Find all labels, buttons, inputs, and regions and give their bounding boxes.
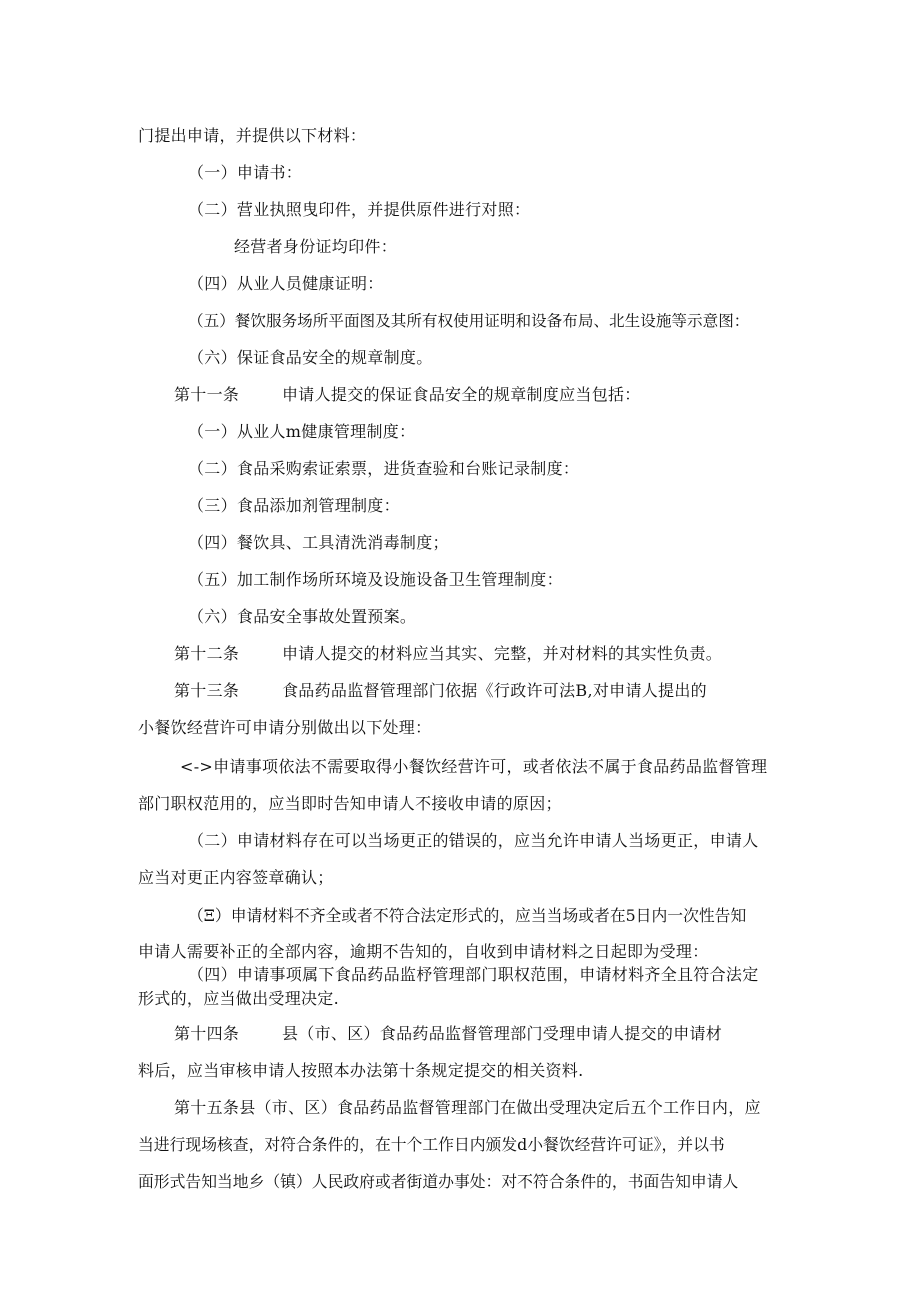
article-text: 食品药品监督管理部门依据《行政许可法B,对申请人提出的 <box>282 681 707 700</box>
text-line: 形式的，应当做出受理决定. <box>138 989 339 1008</box>
list-item: （四）从业人员健康证明： <box>188 274 384 293</box>
article-heading <box>174 385 641 405</box>
text-line: 门提出申请，并提供以下材料： <box>138 126 367 145</box>
list-item: （四）申请事项属下食品药品监杼管理部门职权范围，申请材料齐全且符合法定 <box>188 965 759 984</box>
article-heading <box>174 644 722 664</box>
text-line: 申请人需要补正的全部内容，逾期不告知的，自收到申请材料之日起即为受理： <box>138 942 709 961</box>
list-item: 经营者身份证均印件： <box>234 237 398 256</box>
list-item: （二）食品采购索证索票，进货查验和台账记录制度： <box>188 459 580 478</box>
article-number: 第十二条 <box>174 644 240 663</box>
text-line: 料后，应当审核申请人按照本办法第十条规定提交的相关资料. <box>138 1061 584 1080</box>
list-item: （Ξ）申请材料不齐全或者不符合法定形式的，应当当场或者在5日内一次性告知 <box>188 906 747 925</box>
article-heading <box>174 681 707 701</box>
text-line: 面形式告知当地乡（镇）人民政府或者街道办事处：对不符合条件的，书面告知申请人 <box>138 1172 739 1191</box>
article-text: 县（市、区）食品药品监督管理部门受理申请人提交的申请材 <box>282 1024 723 1043</box>
list-item: <->申请事项依法不需要取得小餐饮经营许可，或者依法不属于食品药品监督管理 <box>180 757 768 776</box>
article-text: 申请人提交的保证食品安全的规章制度应当包括： <box>282 385 641 404</box>
article-heading <box>174 1024 722 1044</box>
text-line: 部门职权范用的，应当即时告知申请人不接收申请的原因； <box>138 794 562 813</box>
list-item: （一）申请书： <box>188 163 303 182</box>
article-text: 申请人提交的材料应当其实、完整，并对材料的其实性负责。 <box>282 644 723 663</box>
list-item: （六）保证食品安全的规章制度。 <box>188 348 433 367</box>
list-item: （二）申请材料存在可以当场更正的错误的，应当允许申请人当场更正，申请人 <box>188 831 759 850</box>
list-item: （五）加工制作场所环境及设施设备卫生管理制度： <box>188 570 563 589</box>
text-line: 当进行现场核查，对符合条件的，在十个工作日内颁发d小餐饮经营许可证》，并以书 <box>138 1135 725 1154</box>
list-item: （六）食品安全事故处置预案。 <box>188 607 417 626</box>
list-item: （五）餐饮服务场所平面图及其所有权使用证明和设备布局、北生设施等示意图： <box>188 312 750 330</box>
text-line: 小餐饮经营许可申请分别做出以下处理： <box>138 718 432 737</box>
article-number: 第十四条 <box>174 1024 240 1043</box>
text-line: 第十五条县（市、区）食品药品监督管理部门在做出受理决定后五个工作日内，应 <box>174 1098 761 1117</box>
text-line: 应当对更正内容签章确认； <box>138 868 334 887</box>
list-item: （三）食品添加剂管理制度： <box>188 496 400 515</box>
article-number: 第十三条 <box>174 681 240 700</box>
list-item: （四）餐饮具、工具清洗消毒制度； <box>188 533 449 552</box>
list-item: （一）从业人m健康管理制度： <box>188 422 416 441</box>
list-item: （二）营业执照曳印件，并提供原件进行对照： <box>188 200 531 219</box>
article-number: 第十一条 <box>174 385 240 404</box>
